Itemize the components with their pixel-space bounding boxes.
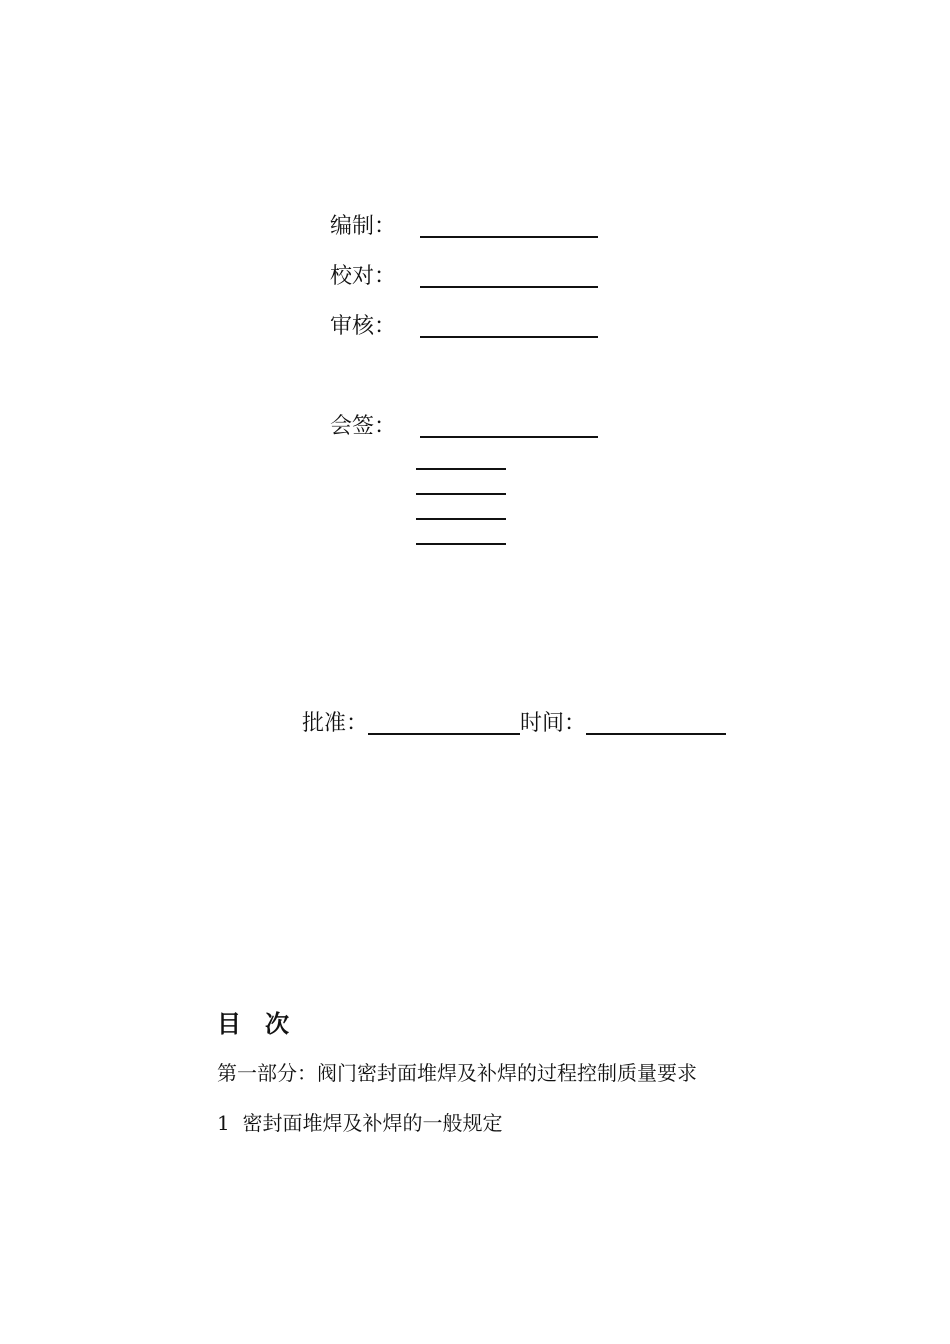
countersign-signature-line	[420, 436, 598, 438]
compile-signature-line	[420, 236, 598, 238]
countersign-extra-line	[416, 543, 506, 545]
proofread-label: 校对：	[330, 264, 397, 289]
review-label: 审核：	[330, 314, 397, 339]
countersign-extra-line	[416, 468, 506, 470]
toc-title: 目次	[217, 1010, 313, 1038]
review-signature-line	[420, 336, 598, 338]
approve-label: 批准：	[302, 711, 369, 736]
countersign-extra-line	[416, 493, 506, 495]
approve-signature-line	[368, 733, 520, 735]
compile-label: 编制：	[330, 214, 397, 239]
toc-item-part-one: 第一部分：阀门密封面堆焊及补焊的过程控制质量要求	[217, 1061, 697, 1085]
toc-item-section-1: 1 密封面堆焊及补焊的一般规定	[217, 1111, 503, 1135]
approval-row	[302, 711, 726, 737]
proofread-signature-line	[420, 286, 598, 288]
countersign-extra-line	[416, 518, 506, 520]
time-label: 时间：	[520, 711, 587, 736]
countersign-label: 会签：	[330, 414, 397, 439]
time-line	[586, 733, 726, 735]
